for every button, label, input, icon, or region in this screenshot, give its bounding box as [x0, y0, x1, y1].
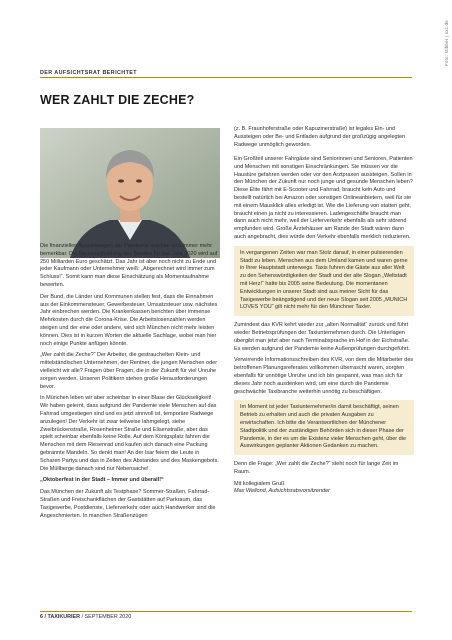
right-paragraph-4: Denn die Frage: „Wer zahlt die Zeche?“ steht noch für lange Zeit im Raum.	[234, 461, 399, 475]
page-footer	[40, 614, 131, 620]
highlight-box-2: Im Moment ist jeder Taxiunternehmer/in damit beschäftigt, seinen Betrieb zu erhalten und auch die privaten Ausgaben zu erwirtschaften. Ich bitte die Verantwortlichen der Münchener Stadtpolitik und der zuständigen Behörden sich in dieser Phase der Pandemie, in der es um die Existenz vieler Menschen geht, über die Auswirkungen geplanter Aktionen Gedanken zu machen.	[234, 400, 414, 455]
left-paragraph-1: Die finanziellen Auswirkungen der Pandemie machen sich immer mehr bemerkbar. Die Neuverschuldung des Bundes für das Jahr 2020 wird auf 250 Milliarden Euro geschätzt. Das Jahr ist aber noch nicht zu Ende und jeder Kaufmann oder Unternehmer weiß: „Abgerechnet wird immer zum Schluss!“. Somit kann man diese Einschätzung als Momentaufnahme bewerten.	[40, 243, 218, 288]
right-paragraph-1: Ein Großteil unserer Fahrgäste sind Seniorinnen und Senioren, Patienten und Menschen mit sonstigen Einschränkungen. Sie müssen vor die Haustüre gefahren werden oder vor den Arztpraxen aussteigen. Sollen in den München der Zukunft nur noch junge und gesunde Menschen leben? Diese Elite fährt mit E-Scooter und Fahrrad, braucht kein Auto und bestellt natürlich bei Amazon oder sonstigen Onlineanbietern, weil für sie mit einem Mausklick alles erledigt ist. Wie die Lieferung von statten geht, braucht einen ja nicht zu interessieren. Ladengeschäfte braucht man dann auch nicht mehr, weil der Lieferverkehr ebenfalls als sehr störend empfunden wird. Große Ärztehäuser am Rande der Stadt wären dann auch angebracht, dies würde den Verkehr ebenfalls merklich reduzieren.	[234, 156, 413, 240]
photo-credit: Foto: stibber | sxc.de	[444, 20, 449, 67]
left-subheading: „Oktoberfest in der Stadt – Immer und überall!“	[40, 477, 164, 484]
left-paragraph-5: Das München der Zukunft als Testphase? Sommer-Straßen, Fahrrad-Straßen und Freischankflächen der Gaststätten auf Parkraum, das Taxigewerbe, Postdienste, Lieferverkehr oder auch Handwerker sind die Angeschmierten. In manchen Straßenzügen	[40, 489, 216, 519]
right-column	[234, 156, 414, 500]
left-paragraph-3: „Wer zahlt die Zeche?“ Der Arbeiter, die gestrauchelten Klein- und mittelständischen Unternehmen, der Rentner, die jungen Menschen oder vielleicht wir alle? Fragen über Fragen, die in der Zukunft für viel Unruhe sorgen werden. Unseren Politikern stehen große Herausforderungen bevor.	[40, 352, 218, 390]
footer-page: 6 / TAXIKURIER	[40, 614, 81, 620]
portrait-image	[40, 128, 220, 258]
sign-greeting: Mit kollegialem Gruß	[234, 480, 285, 487]
footer-issue: / SEPTEMBER 2020	[81, 614, 132, 620]
right-paragraph-2: Zumindest das KVR kehrt wieder zur „alten Normalität“ zurück und führt wieder Betriebsprüfungen der Taxiunternehmen durch. Die Unterlagen übergibt man jetzt aber nach Terminabsprache im Hof in der Eichstraße. Es werden aufgrund der Pandemie keine Außenprüfungen durchgeführt.	[234, 322, 410, 352]
sign-name: Max Wellond, Aufsichtsratsvorsitzender	[234, 488, 330, 495]
highlight-box-1: In vergangenen Zeiten war man Stolz darauf, in einer pulsierenden Stadt zu leben. Menschen aus dem Umland kamen und waren gerne in Ihrer Hauptstadt unterwegs. Taxis fuhren die Gäste aus aller Welt zu den Sehenswürdigkeiten der Stadt und der alte Slogan „Weltstadt mit Herz!“ hatte bis 2005 seine Bedeutung. Die momentanen Entwicklungen in unserer Stadt sind aus meiner Sicht für das Taxigewerbe beängstigend und der neue Slogan seit 2005 „MUNICH LOVES YOU“ gilt nicht mehr für den Münchner Taxler.	[234, 246, 414, 316]
left-column	[40, 243, 220, 524]
section-divider	[40, 77, 412, 78]
left-paragraph-2: Der Bund, die Länder und Kommunen stellen fest, dass die Einnahmen aus der Einkommensteuer, Gewerbesteuer, Umsatzsteuer usw. nächstes Jahr einbrechen werden. Die Krankenkassen berichten über immense Mehrkosten durch die Corona-Krise. Die Arbeitslosenzahlen werden steigen und der eine oder andere, wird sich München nicht mehr leisten können. Dies ist in kurzen Worten die aktuelle Sachlage, wobei man hier noch einige Punkte anfügen könnte.	[40, 293, 218, 347]
article-headline: WER ZAHLT DIE ZECHE?	[40, 93, 195, 107]
author-portrait	[40, 128, 220, 258]
section-label: DER AUFSICHTSRAT BERICHTET	[40, 70, 137, 76]
left-paragraph-4: In München leben wir aber scheinbar in einer Blase der Glückseligkeit! Wir haben gelernt, dass aufgrund der Pandemie viele Menschen auf das Fahrrad umgestiegen sind und es jetzt sinnvoll ist, temporäre Radwege anzulegen! Der Verkehr ist zwar teilweise lahmgelegt, siehe Zweibrückenstraße, Rosenheimer Straße und Elisenstraße, aber das spielt scheinbar ebenfalls keine Rolle. Auf dem Königsplatz fahren die Menschen mit dem Riesenrad und kaufen sich danach eine Packung gebrannte Mandeln. So denkt man! An der Isar feiern die Leute in Scharen Partys und das in Zeiten des Abstandes und des Maskengebots. Die Müllberge danach sind nur Nebensache!	[40, 395, 219, 472]
footer-divider	[40, 611, 412, 612]
intro-text: (z. B. Fraunhoferstraße oder Kapuzinerstraße) ist legales Ein- und Aussteigen oder Be- und Entladen aufgrund der großzügig angelegten Radwege unmöglich geworden.	[234, 126, 406, 148]
right-paragraph-3: Verwirrende Informationsschreiben des KVR, von dem die Mitarbeiter des betroffenen Planungsreferates vollkommen überrascht waren, sorgten ebenfalls für unnötige Unruhe und ich bin gespannt, was man sich für dieses Jahr noch ausdenken wird, um eine durch die Pandemie geschwächte Taxibranche weiterhin unnötig zu beschäftigen.	[234, 357, 414, 395]
